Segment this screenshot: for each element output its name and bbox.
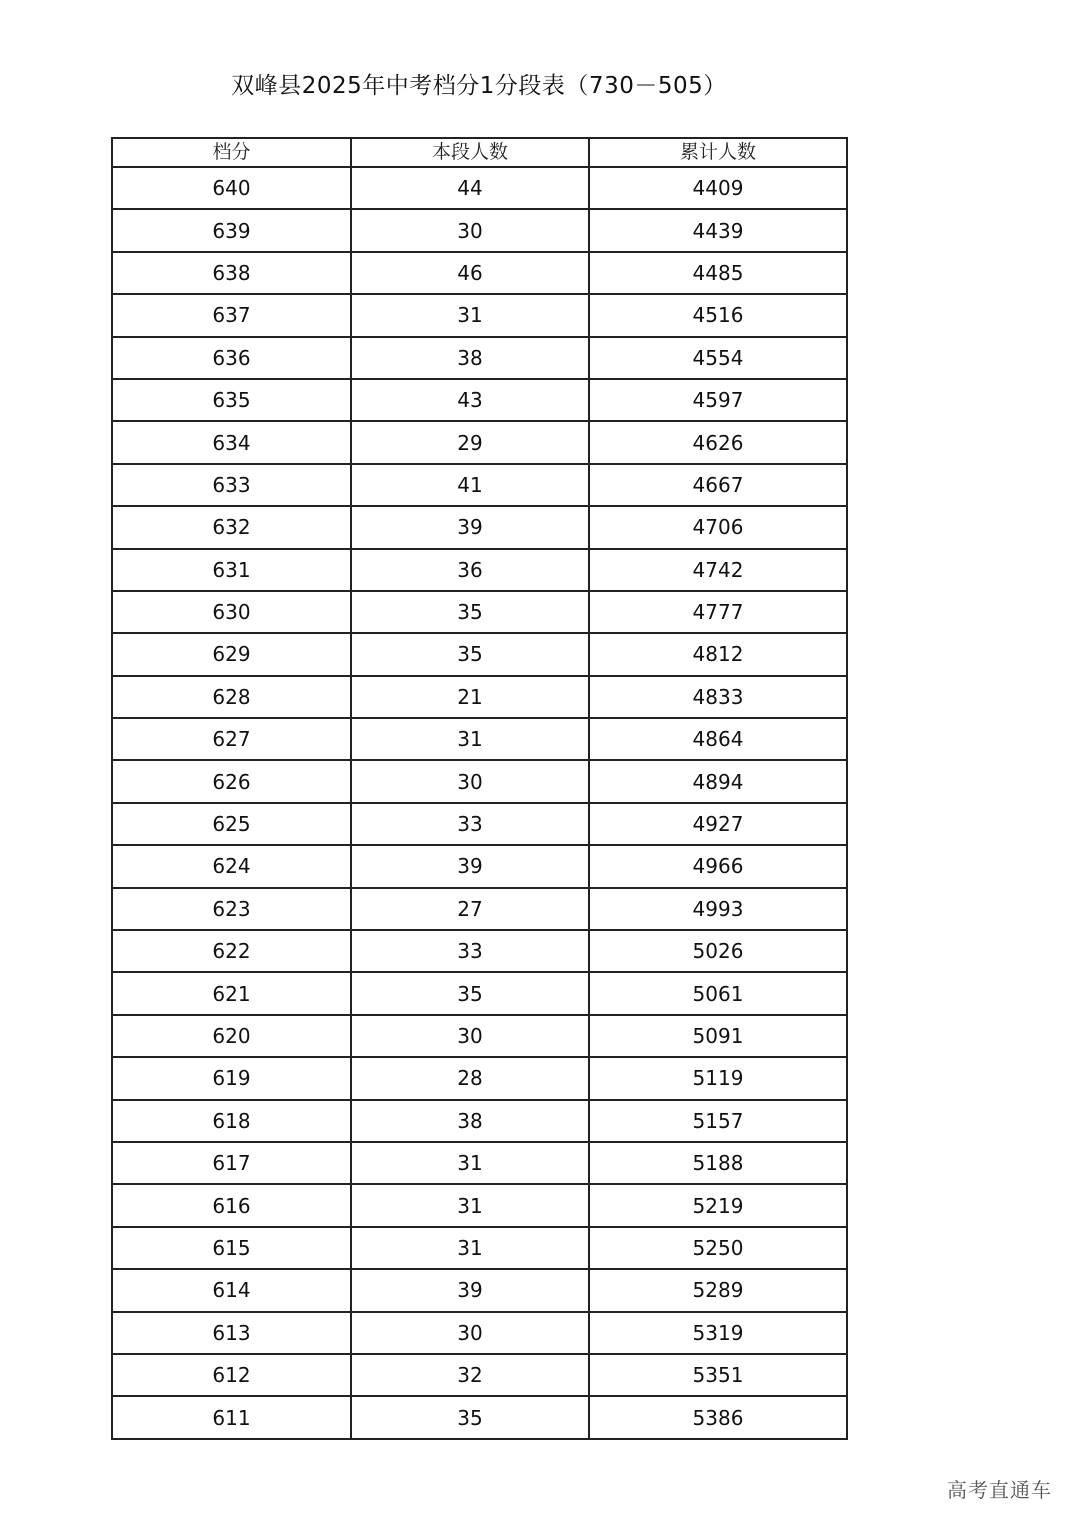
cell-cumulative-count: 4706: [589, 506, 847, 548]
cell-segment-count: 39: [351, 845, 589, 887]
score-distribution-table: [111, 137, 848, 1440]
cell-score: 625: [112, 803, 351, 845]
cell-segment-count: 28: [351, 1057, 589, 1099]
cell-segment-count: 35: [351, 591, 589, 633]
cell-segment-count: 43: [351, 379, 589, 421]
cell-score: 611: [112, 1396, 351, 1438]
cell-score: 637: [112, 294, 351, 336]
cell-cumulative-count: 4894: [589, 760, 847, 802]
table-row: [112, 1354, 847, 1396]
cell-score: 638: [112, 252, 351, 294]
cell-segment-count: 33: [351, 803, 589, 845]
cell-cumulative-count: 5386: [589, 1396, 847, 1438]
cell-score: 621: [112, 972, 351, 1014]
table-row: [112, 337, 847, 379]
cell-segment-count: 29: [351, 421, 589, 463]
table-row: [112, 1142, 847, 1184]
cell-segment-count: 35: [351, 1396, 589, 1438]
cell-score: 627: [112, 718, 351, 760]
table-body: [112, 167, 847, 1439]
cell-score: 624: [112, 845, 351, 887]
cell-cumulative-count: 4812: [589, 633, 847, 675]
table-row: [112, 1312, 847, 1354]
cell-segment-count: 33: [351, 930, 589, 972]
table-row: [112, 1100, 847, 1142]
cell-score: 622: [112, 930, 351, 972]
cell-segment-count: 41: [351, 464, 589, 506]
table-row: [112, 1184, 847, 1226]
cell-cumulative-count: 4516: [589, 294, 847, 336]
page-title: 双峰县2025年中考档分1分段表（730－505）: [231, 73, 727, 99]
cell-segment-count: 31: [351, 1142, 589, 1184]
cell-cumulative-count: 5119: [589, 1057, 847, 1099]
cell-segment-count: 30: [351, 209, 589, 251]
cell-score: 632: [112, 506, 351, 548]
cell-cumulative-count: 4993: [589, 888, 847, 930]
cell-cumulative-count: 4966: [589, 845, 847, 887]
table-row: [112, 294, 847, 336]
cell-segment-count: 38: [351, 1100, 589, 1142]
cell-cumulative-count: 5026: [589, 930, 847, 972]
cell-cumulative-count: 4742: [589, 549, 847, 591]
cell-cumulative-count: 5351: [589, 1354, 847, 1396]
cell-cumulative-count: 5188: [589, 1142, 847, 1184]
cell-score: 640: [112, 167, 351, 209]
table-row: [112, 633, 847, 675]
table-row: [112, 676, 847, 718]
cell-score: 620: [112, 1015, 351, 1057]
cell-score: 618: [112, 1100, 351, 1142]
table-row: [112, 506, 847, 548]
cell-segment-count: 35: [351, 633, 589, 675]
cell-segment-count: 36: [351, 549, 589, 591]
cell-score: 617: [112, 1142, 351, 1184]
cell-score: 635: [112, 379, 351, 421]
table-row: [112, 209, 847, 251]
cell-cumulative-count: 5289: [589, 1269, 847, 1311]
table-row: [112, 1057, 847, 1099]
cell-cumulative-count: 5157: [589, 1100, 847, 1142]
cell-score: 636: [112, 337, 351, 379]
cell-segment-count: 46: [351, 252, 589, 294]
cell-cumulative-count: 4667: [589, 464, 847, 506]
table-header-row: [112, 138, 847, 167]
cell-segment-count: 30: [351, 1312, 589, 1354]
table-row: [112, 972, 847, 1014]
cell-segment-count: 39: [351, 506, 589, 548]
cell-segment-count: 27: [351, 888, 589, 930]
cell-cumulative-count: 4409: [589, 167, 847, 209]
table-row: [112, 549, 847, 591]
cell-segment-count: 31: [351, 1227, 589, 1269]
table-row: [112, 421, 847, 463]
cell-cumulative-count: 5091: [589, 1015, 847, 1057]
table-row: [112, 845, 847, 887]
table-row: [112, 252, 847, 294]
cell-cumulative-count: 4485: [589, 252, 847, 294]
table-row: [112, 591, 847, 633]
cell-segment-count: 31: [351, 1184, 589, 1226]
table-row: [112, 803, 847, 845]
table-row: [112, 888, 847, 930]
cell-cumulative-count: 4927: [589, 803, 847, 845]
cell-segment-count: 30: [351, 760, 589, 802]
table-row: [112, 1227, 847, 1269]
cell-score: 623: [112, 888, 351, 930]
cell-cumulative-count: 4777: [589, 591, 847, 633]
table-row: [112, 379, 847, 421]
cell-score: 630: [112, 591, 351, 633]
table-row: [112, 167, 847, 209]
cell-segment-count: 31: [351, 718, 589, 760]
cell-cumulative-count: 4554: [589, 337, 847, 379]
cell-score: 639: [112, 209, 351, 251]
table-row: [112, 760, 847, 802]
cell-cumulative-count: 5219: [589, 1184, 847, 1226]
cell-segment-count: 32: [351, 1354, 589, 1396]
cell-score: 616: [112, 1184, 351, 1226]
cell-segment-count: 21: [351, 676, 589, 718]
table-row: [112, 718, 847, 760]
cell-score: 612: [112, 1354, 351, 1396]
header-score: 档分: [112, 138, 351, 167]
cell-score: 613: [112, 1312, 351, 1354]
cell-cumulative-count: 4833: [589, 676, 847, 718]
cell-segment-count: 44: [351, 167, 589, 209]
cell-cumulative-count: 5061: [589, 972, 847, 1014]
table-row: [112, 1015, 847, 1057]
cell-segment-count: 35: [351, 972, 589, 1014]
watermark-text: 高考直通车: [947, 1478, 1052, 1502]
cell-cumulative-count: 4439: [589, 209, 847, 251]
header-cumulative-count: 累计人数: [589, 138, 847, 167]
table-row: [112, 1396, 847, 1438]
cell-score: 619: [112, 1057, 351, 1099]
cell-score: 614: [112, 1269, 351, 1311]
cell-score: 631: [112, 549, 351, 591]
cell-score: 626: [112, 760, 351, 802]
header-segment-count: 本段人数: [351, 138, 589, 167]
cell-score: 615: [112, 1227, 351, 1269]
cell-cumulative-count: 4864: [589, 718, 847, 760]
cell-score: 629: [112, 633, 351, 675]
cell-score: 634: [112, 421, 351, 463]
cell-score: 628: [112, 676, 351, 718]
cell-cumulative-count: 5319: [589, 1312, 847, 1354]
cell-segment-count: 30: [351, 1015, 589, 1057]
cell-score: 633: [112, 464, 351, 506]
cell-cumulative-count: 5250: [589, 1227, 847, 1269]
cell-cumulative-count: 4597: [589, 379, 847, 421]
cell-cumulative-count: 4626: [589, 421, 847, 463]
table-row: [112, 930, 847, 972]
cell-segment-count: 39: [351, 1269, 589, 1311]
table-row: [112, 464, 847, 506]
cell-segment-count: 31: [351, 294, 589, 336]
table-row: [112, 1269, 847, 1311]
cell-segment-count: 38: [351, 337, 589, 379]
